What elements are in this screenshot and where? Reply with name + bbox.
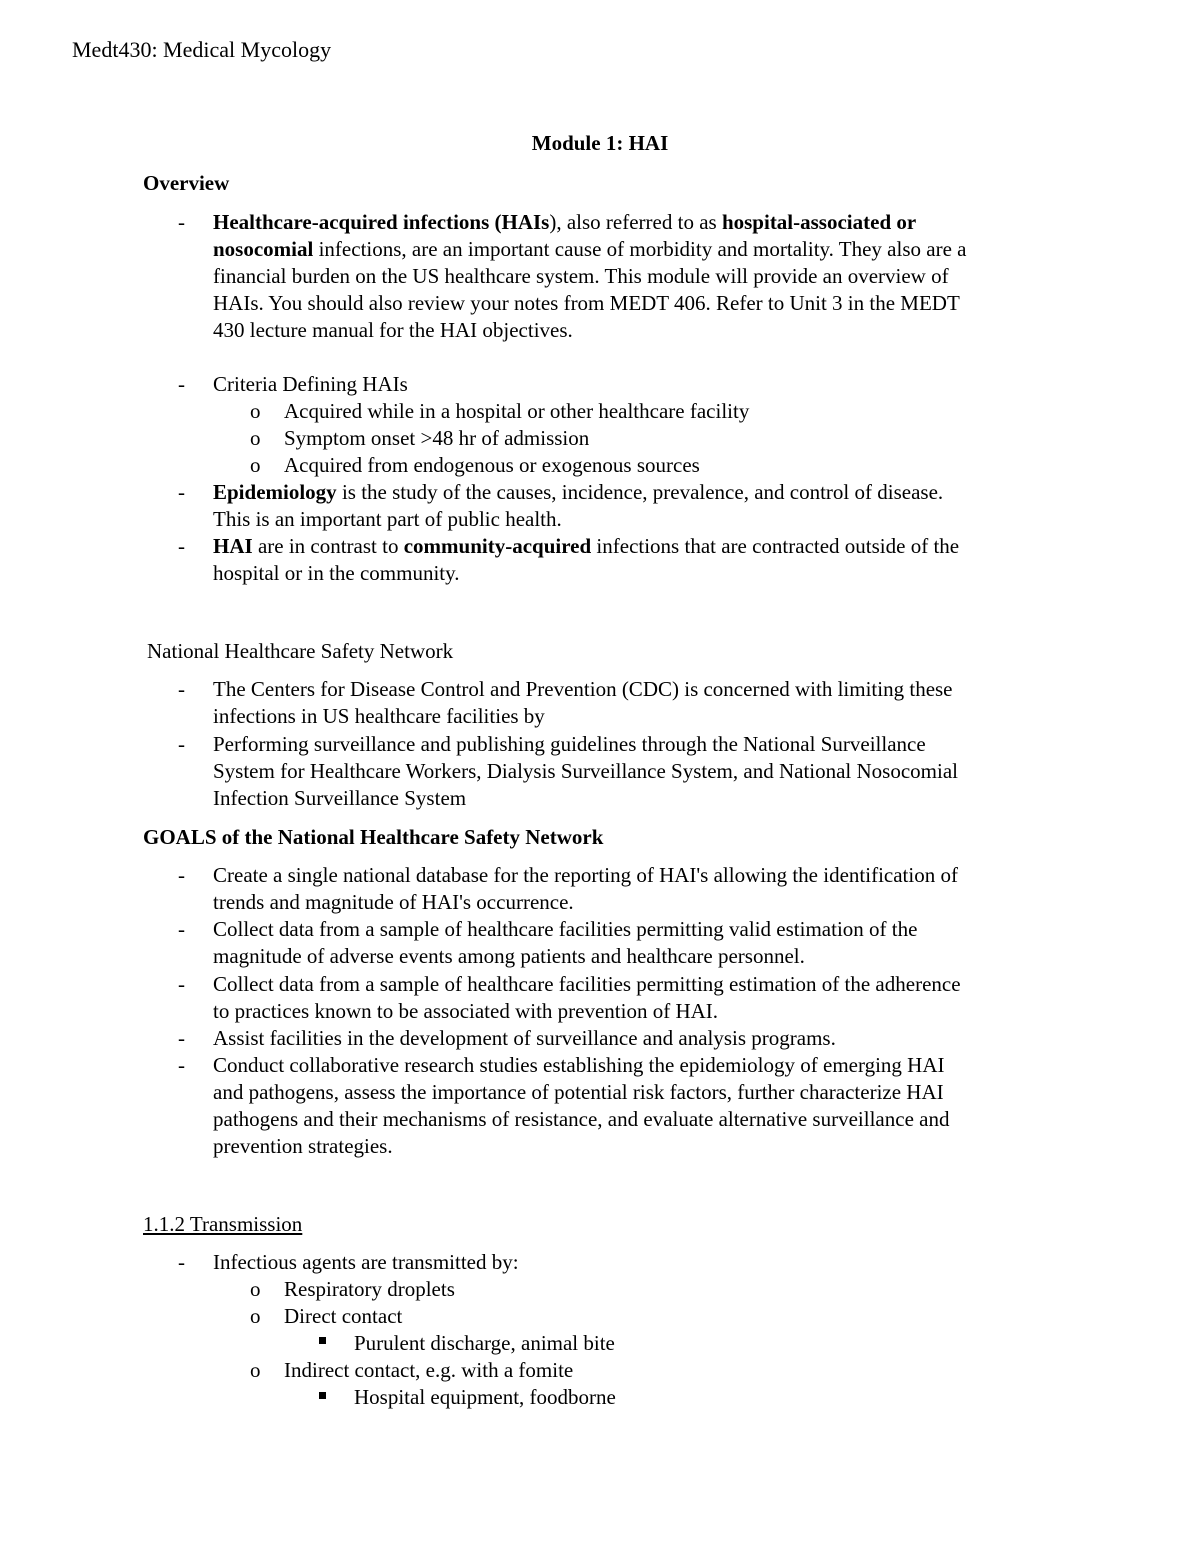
hai-contrast-line-1 <box>213 533 959 560</box>
nhsn-bullet-1-line-1: The Centers for Disease Control and Prevention (CDC) is concerned with limiting these <box>213 677 953 701</box>
bold-term-epidemiology: Epidemiology <box>213 480 337 504</box>
circle-bullet: o <box>250 1304 261 1328</box>
text-run: infections, are an important cause of morbidity and mortality. They also are a <box>313 237 967 261</box>
goal-4-line-1: Assist facilities in the development of surveillance and analysis programs. <box>213 1026 836 1050</box>
goal-5-line-2: and pathogens, assess the importance of potential risk factors, further characterize HAI <box>213 1080 944 1104</box>
dash-bullet: - <box>178 1053 185 1077</box>
overview-para-line-3: financial burden on the US healthcare system. This module will provide an overview of <box>213 264 949 288</box>
criteria-item: Acquired from endogenous or exogenous sources <box>284 453 700 477</box>
dash-bullet: - <box>178 534 185 558</box>
nhsn-heading: National Healthcare Safety Network <box>147 639 454 663</box>
goal-5-line-3: pathogens and their mechanisms of resistance, and evaluate alternative surveillance and <box>213 1107 950 1131</box>
text-run: ), also referred to as <box>549 210 722 234</box>
nhsn-bullet-2-line-1: Performing surveillance and publishing guidelines through the National Surveillance <box>213 732 926 756</box>
bold-term-community-acquired: community-acquired <box>403 534 592 558</box>
transmission-item: Indirect contact, e.g. with a fomite <box>284 1358 574 1382</box>
dash-bullet: - <box>178 480 185 504</box>
overview-para-line-5: 430 lecture manual for the HAI objectives. <box>213 318 573 342</box>
dash-bullet: - <box>178 972 185 996</box>
text-run: are in contrast to <box>252 534 404 558</box>
dash-bullet: - <box>178 372 185 396</box>
goal-3-line-1: Collect data from a sample of healthcare facilities permitting estimation of the adherence <box>213 972 961 996</box>
dash-bullet: - <box>178 1026 185 1050</box>
criteria-label: Criteria Defining HAIs <box>213 372 408 396</box>
goals-heading: GOALS of the National Healthcare Safety Network <box>143 825 604 849</box>
nhsn-bullet-1-line-2: infections in US healthcare facilities by <box>213 704 545 728</box>
bold-term-hai-short: HAI <box>213 534 253 558</box>
goal-1-line-2: trends and magnitude of HAI's occurrence. <box>213 890 574 914</box>
criteria-item: Symptom onset >48 hr of admission <box>284 426 590 450</box>
overview-para-line-1 <box>213 209 916 236</box>
transmission-heading: 1.1.2 Transmission <box>143 1212 303 1236</box>
bold-term-hospital-associated: hospital-associated or <box>721 210 917 234</box>
transmission-item: Respiratory droplets <box>284 1277 455 1301</box>
epidemiology-line-1 <box>213 479 943 506</box>
circle-bullet: o <box>250 426 261 450</box>
transmission-subitem: Purulent discharge, animal bite <box>354 1331 615 1355</box>
module-title: Module 1: HAI <box>531 131 669 155</box>
text-run: is the study of the causes, incidence, prevalence, and control of disease. <box>336 480 944 504</box>
overview-para-line-4: HAIs. You should also review your notes from MEDT 406. Refer to Unit 3 in the MEDT <box>213 291 960 315</box>
dash-bullet: - <box>178 863 185 887</box>
nhsn-bullet-2-line-2: System for Healthcare Workers, Dialysis Surveillance System, and National Nosocomial <box>213 759 958 783</box>
goal-2-line-1: Collect data from a sample of healthcare facilities permitting valid estimation of the <box>213 917 918 941</box>
transmission-intro: Infectious agents are transmitted by: <box>213 1250 519 1274</box>
dash-bullet: - <box>178 917 185 941</box>
goal-3-line-2: to practices known to be associated with prevention of HAI. <box>213 999 719 1023</box>
dash-bullet: - <box>178 1250 185 1274</box>
dash-bullet: - <box>178 677 185 701</box>
overview-heading: Overview <box>143 171 230 195</box>
goal-5-line-4: prevention strategies. <box>213 1134 393 1158</box>
epidemiology-line-2: This is an important part of public health. <box>213 507 562 531</box>
goal-2-line-2: magnitude of adverse events among patients and healthcare personnel. <box>213 944 805 968</box>
transmission-item: Direct contact <box>284 1304 403 1328</box>
circle-bullet: o <box>250 1358 261 1382</box>
dash-bullet: - <box>178 210 185 234</box>
goal-5-line-1: Conduct collaborative research studies establishing the epidemiology of emerging HAI <box>213 1053 945 1077</box>
nhsn-bullet-2-line-3: Infection Surveillance System <box>213 786 467 810</box>
square-bullet-icon <box>319 1392 326 1399</box>
bold-term-nosocomial: nosocomial <box>213 237 314 261</box>
criteria-item: Acquired while in a hospital or other healthcare facility <box>284 399 750 423</box>
circle-bullet: o <box>250 399 261 423</box>
goal-1-line-1: Create a single national database for the reporting of HAI's allowing the identification of <box>213 863 958 887</box>
circle-bullet: o <box>250 1277 261 1301</box>
bold-term-hai: Healthcare-acquired infections (HAIs <box>213 210 550 234</box>
text-run: infections that are contracted outside of the <box>591 534 960 558</box>
page-header: Medt430: Medical Mycology <box>72 37 332 62</box>
transmission-subitem: Hospital equipment, foodborne <box>354 1385 616 1409</box>
overview-para-line-2 <box>213 236 966 263</box>
dash-bullet: - <box>178 732 185 756</box>
hai-contrast-line-2: hospital or in the community. <box>213 561 460 585</box>
square-bullet-icon <box>319 1337 326 1344</box>
circle-bullet: o <box>250 453 261 477</box>
